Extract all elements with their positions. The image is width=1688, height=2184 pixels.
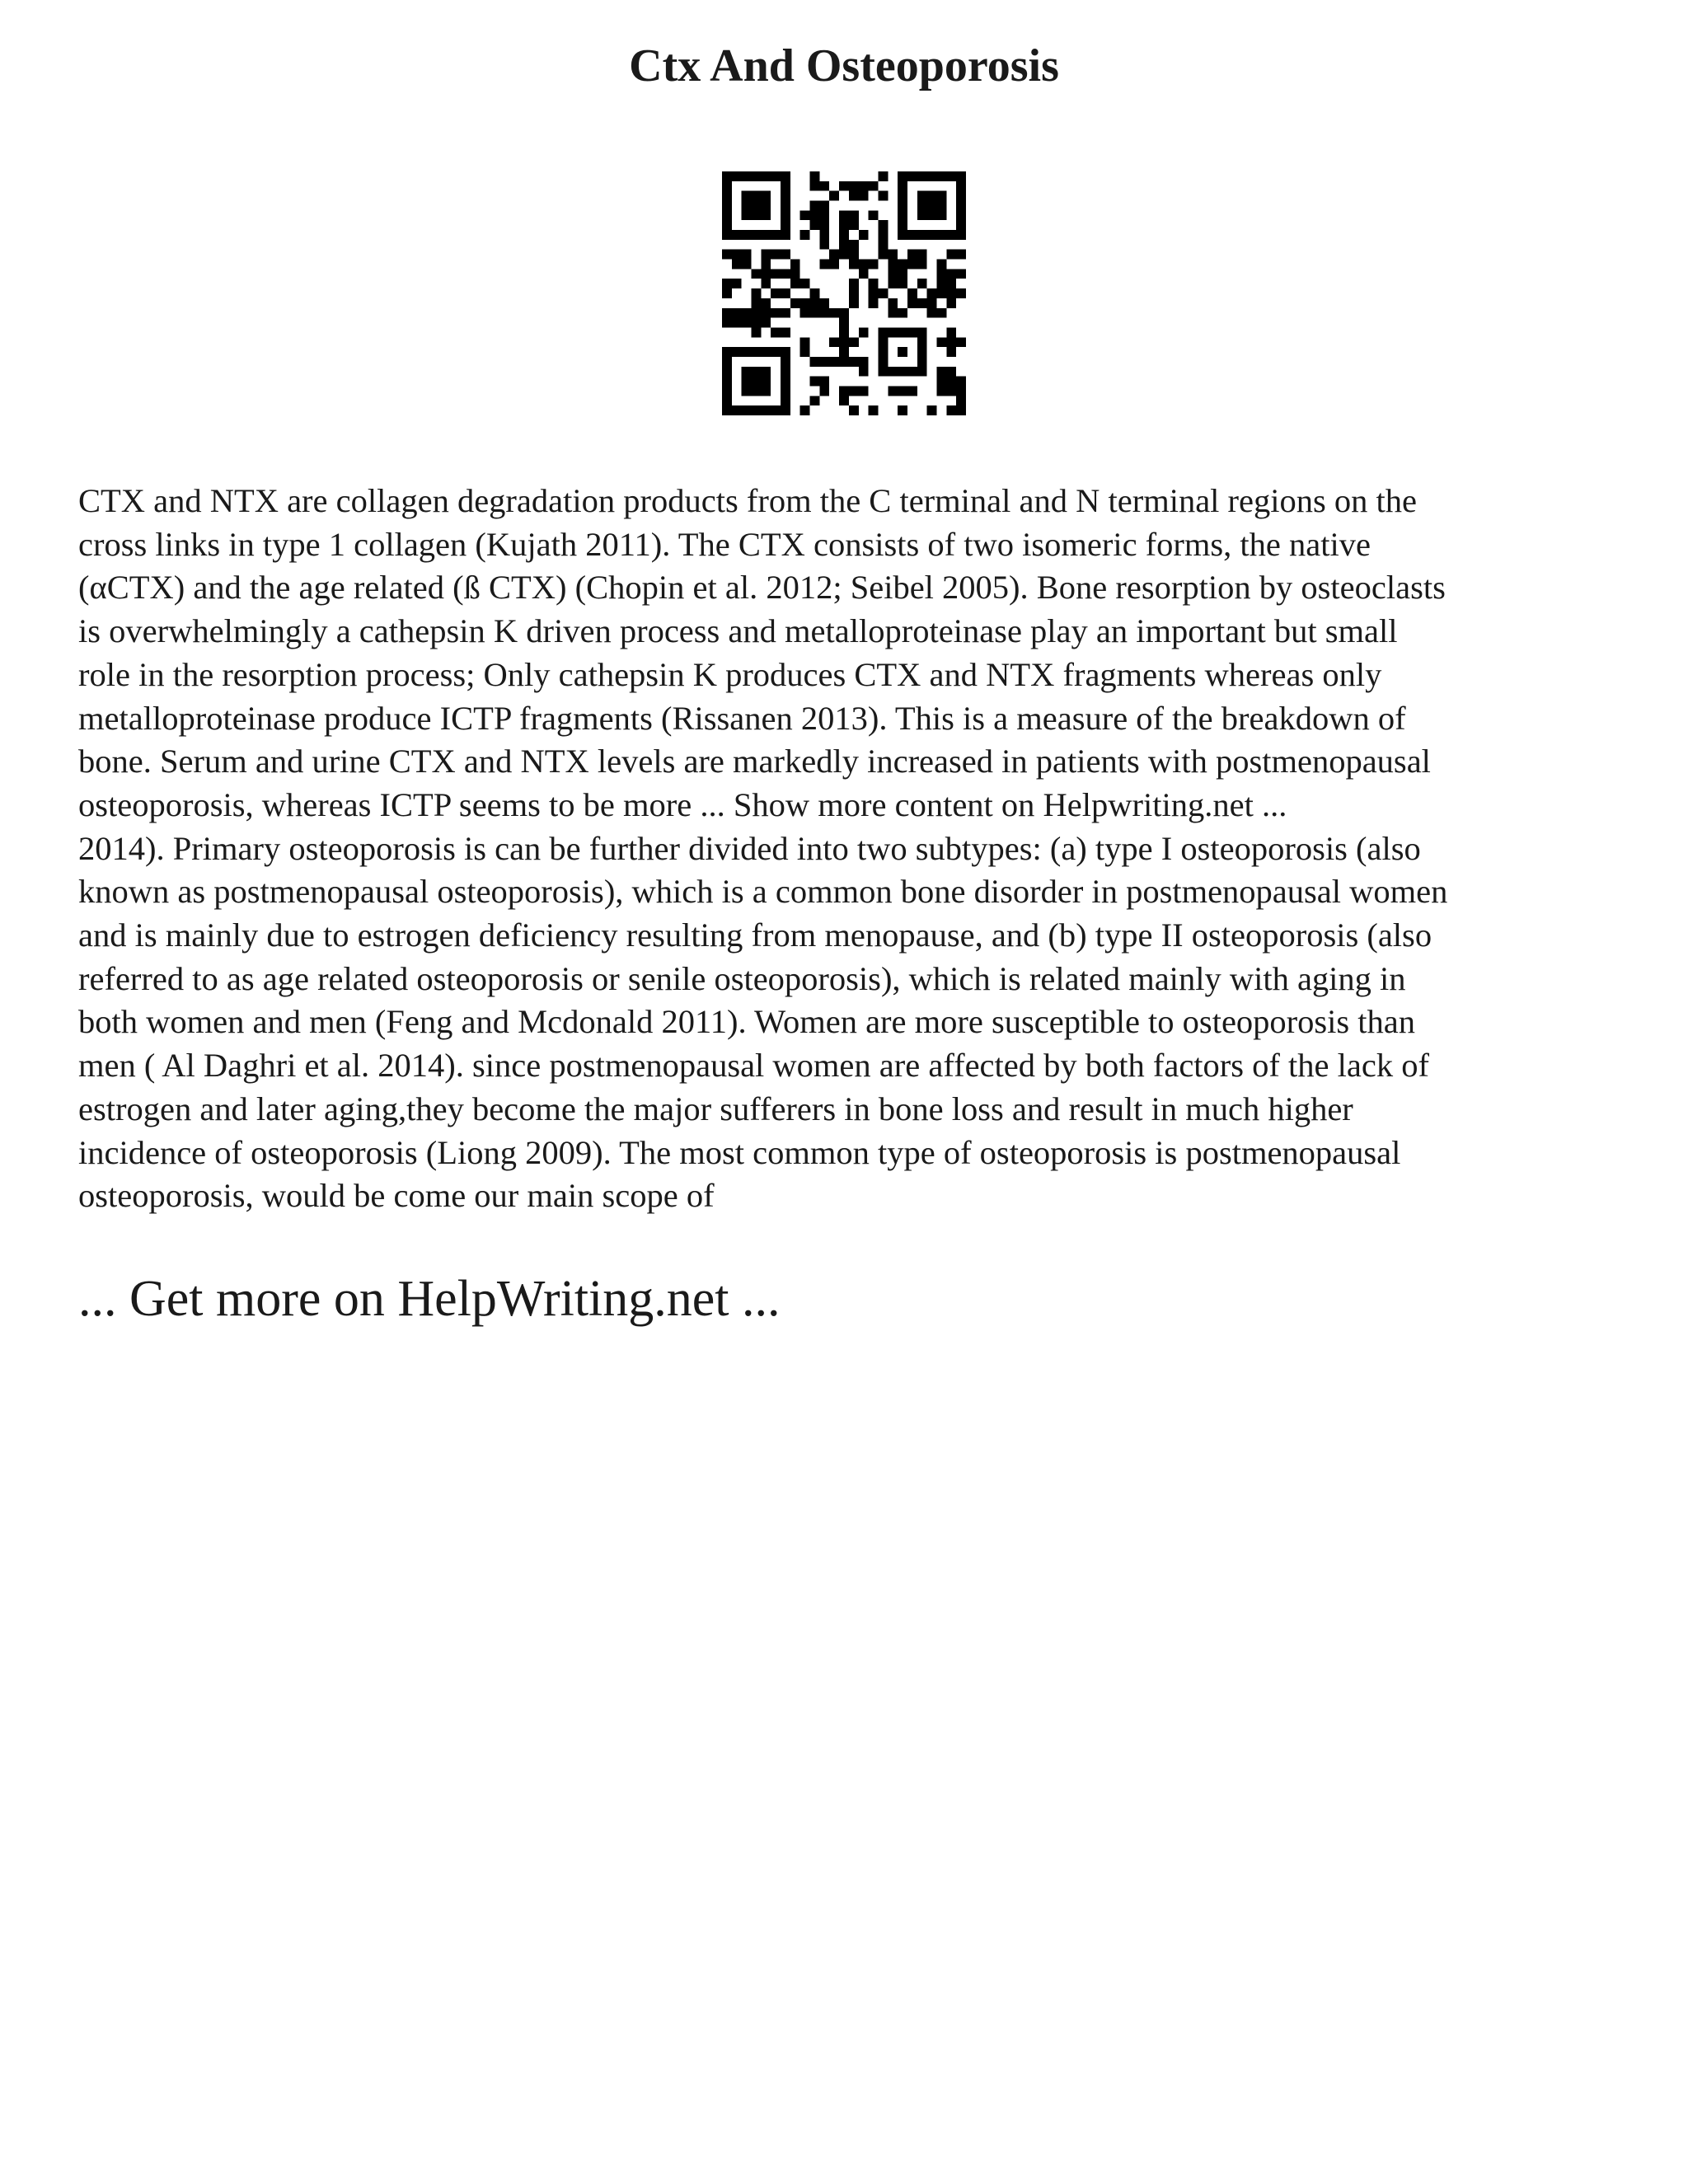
- body-line: is overwhelmingly a cathepsin K driven process and metalloproteinase play an important but small: [78, 612, 1398, 650]
- body-line: estrogen and later aging,they become the major sufferers in bone loss and result in much higher: [78, 1090, 1353, 1127]
- body-line: referred to as age related osteoporosis or senile osteoporosis), which is related mainly with aging in: [78, 959, 1406, 997]
- body-line: incidence of osteoporosis (Liong 2009). The most common type of osteoporosis is postmenopausal: [78, 1133, 1401, 1171]
- qr-code-graphic: [722, 171, 966, 415]
- body-line: bone. Serum and urine CTX and NTX levels are markedly increased in patients with postmenopausal: [78, 743, 1431, 780]
- body-line: both women and men (Feng and Mcdonald 2011). Women are more susceptible to osteoporosis than: [78, 1003, 1416, 1041]
- body-line: 2014). Primary osteoporosis is can be further divided into two subtypes: (a) type I osteoporosis (also: [78, 829, 1421, 867]
- body-line: osteoporosis, would be come our main scope of: [78, 1177, 715, 1215]
- body-line: known as postmenopausal osteoporosis), which is a common bone disorder in postmenopausal women: [78, 873, 1448, 911]
- body-line: (αCTX) and the age related (ß CTX) (Chopin et al. 2012; Seibel 2005). Bone resorption by osteoclasts: [78, 569, 1446, 607]
- get-more-link[interactable]: ... Get more on HelpWriting.net ...: [78, 1271, 781, 1327]
- body-line: metalloproteinase produce ICTP fragments (Rissanen 2013). This is a measure of the breakdown of: [78, 699, 1406, 737]
- body-line: men ( Al Daghri et al. 2014). since postmenopausal women are affected by both factors of the lack of: [78, 1047, 1429, 1085]
- page-title: Ctx And Osteoporosis: [629, 40, 1059, 91]
- article-body: [78, 480, 1628, 1218]
- body-line: CTX and NTX are collagen degradation products from the C terminal and N terminal regions on the: [78, 482, 1418, 519]
- body-line: osteoporosis, whereas ICTP seems to be more ... Show more content on Helpwriting.net ...: [78, 785, 1287, 823]
- body-line: and is mainly due to estrogen deficiency resulting from menopause, and (b) type II osteoporosis (also: [78, 916, 1432, 954]
- qr-code-icon: [722, 171, 966, 415]
- body-line: cross links in type 1 collagen (Kujath 2011). The CTX consists of two isomeric forms, the native: [78, 525, 1371, 563]
- body-line: role in the resorption process; Only cathepsin K produces CTX and NTX fragments whereas only: [78, 655, 1382, 693]
